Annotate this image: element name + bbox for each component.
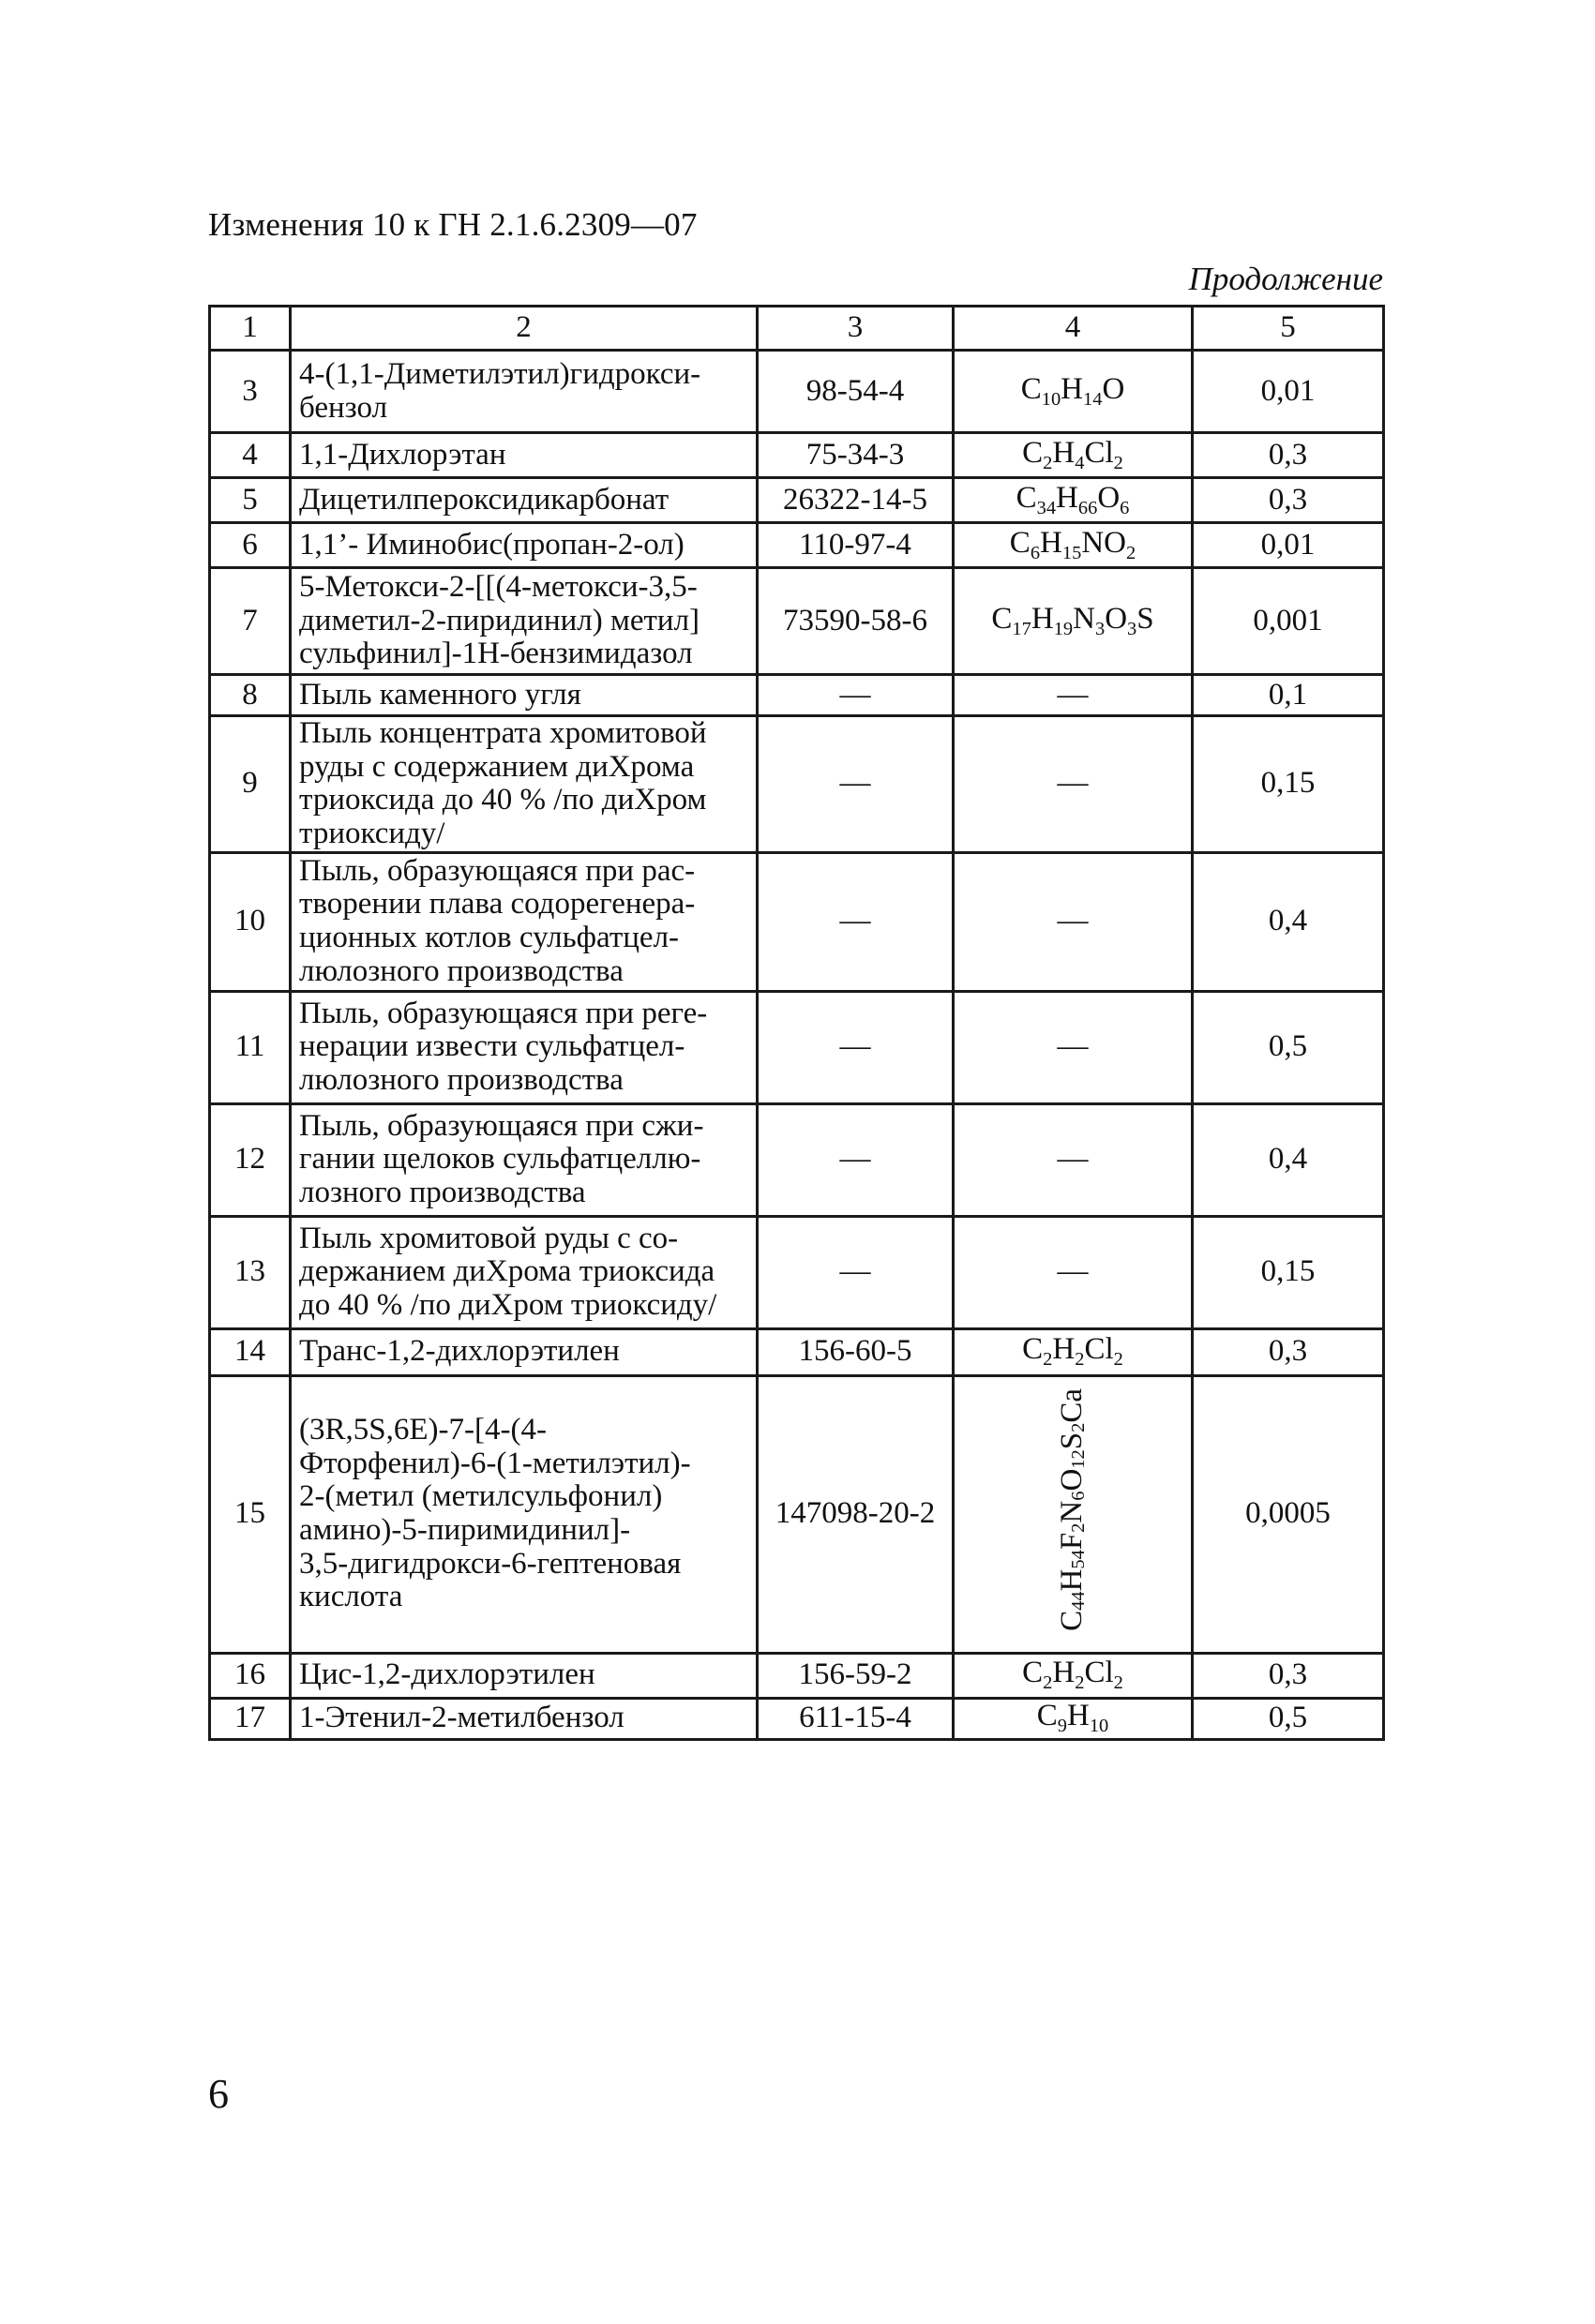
- column-header-cas: 3: [758, 307, 954, 351]
- formula-subscript: 2: [1125, 543, 1136, 564]
- formula-cell: [954, 1698, 1193, 1739]
- formula-subscript: 10: [1089, 1716, 1109, 1737]
- chemical-formula: [1058, 678, 1089, 712]
- formula-subscript: 15: [1061, 543, 1082, 564]
- formula-cell: [954, 675, 1193, 716]
- formula-element: Cl: [1084, 1332, 1114, 1367]
- formula-element: F: [1055, 1533, 1090, 1551]
- chemical-formula: [1056, 1388, 1090, 1631]
- concentration-value-cell: 0,4: [1193, 1103, 1384, 1216]
- formula-subscript: 2: [1113, 453, 1123, 474]
- formula-cell: [954, 716, 1193, 853]
- cas-number-cell: 611-15-4: [758, 1698, 954, 1739]
- formula-cell: [954, 991, 1193, 1103]
- chemical-formula: [1058, 1142, 1089, 1176]
- table-row: [210, 1216, 1384, 1328]
- column-header-formula: 4: [954, 307, 1193, 351]
- formula-element: Cl: [1084, 1656, 1114, 1690]
- formula-cell: [954, 433, 1193, 478]
- table-row: [210, 675, 1384, 716]
- formula-element: N: [1055, 1500, 1090, 1523]
- cas-number-cell: 26322-14-5: [758, 478, 954, 523]
- formula-element: Cl: [1084, 435, 1114, 470]
- table-row: [210, 351, 1384, 433]
- cas-number-cell: 156-60-5: [758, 1328, 954, 1375]
- formula-subscript: 3: [1094, 619, 1106, 640]
- formula-subscript: 44: [1068, 1591, 1090, 1612]
- page-number: 6: [208, 2071, 229, 2117]
- substance-name-cell: Дицетилпероксидикарбонат: [291, 478, 758, 523]
- concentration-value-cell: 0,3: [1193, 433, 1384, 478]
- cas-number-cell: —: [758, 852, 954, 991]
- concentration-value-cell: 0,4: [1193, 852, 1384, 991]
- concentration-value-cell: 0,15: [1193, 1216, 1384, 1328]
- chemical-formula: [1020, 371, 1125, 411]
- formula-subscript: 12: [1068, 1449, 1090, 1469]
- formula-element: C: [1020, 371, 1042, 406]
- table-header-row: [210, 307, 1384, 351]
- row-number-cell: 12: [210, 1103, 291, 1216]
- formula-element: NO: [1081, 525, 1126, 560]
- concentration-value-cell: 0,01: [1193, 351, 1384, 433]
- column-header-value: 5: [1193, 307, 1384, 351]
- substance-name-cell: Пыль концентрата хромитовой руды с содержанием диХрома триоксида до 40 % /по диХром триоксиду/: [291, 716, 758, 853]
- formula-cell: [954, 1375, 1193, 1653]
- substance-name-cell: Пыль хромитовой руды с со- держанием диХрома триоксида до 40 % /по диХром триоксиду/: [291, 1216, 758, 1328]
- formula-element: H: [1061, 371, 1083, 406]
- formula-element: C: [1036, 1699, 1058, 1733]
- formula-subscript: 2: [1113, 1672, 1123, 1694]
- formula-element: O: [1105, 601, 1128, 636]
- cas-number-cell: —: [758, 675, 954, 716]
- formula-subscript: 6: [1030, 543, 1041, 564]
- concentration-value-cell: 0,1: [1193, 675, 1384, 716]
- chemical-formula: [1036, 1699, 1109, 1737]
- row-number-cell: 3: [210, 351, 291, 433]
- formula-element: S: [1136, 601, 1154, 636]
- formula-element: —: [1057, 1142, 1089, 1177]
- substance-name-cell: Пыль каменного угля: [291, 675, 758, 716]
- chemical-formula: [1016, 480, 1130, 519]
- concentration-value-cell: 0,3: [1193, 478, 1384, 523]
- formula-subscript: 34: [1036, 498, 1057, 519]
- formula-cell: [954, 523, 1193, 568]
- column-header-name: 2: [291, 307, 758, 351]
- chemical-formula: [1058, 904, 1089, 937]
- cas-number-cell: 147098-20-2: [758, 1375, 954, 1653]
- table-row: [210, 1653, 1384, 1698]
- table-row: [210, 852, 1384, 991]
- formula-subscript: 4: [1075, 453, 1085, 474]
- concentration-value-cell: 0,3: [1193, 1653, 1384, 1698]
- formula-subscript: 2: [1068, 1422, 1090, 1433]
- row-number-cell: 10: [210, 852, 291, 991]
- concentration-value-cell: 0,0005: [1193, 1375, 1384, 1653]
- cas-number-cell: 73590-58-6: [758, 568, 954, 675]
- formula-element: H: [1066, 1699, 1090, 1733]
- substance-name-cell: Пыль, образующаяся при сжи- гании щелоков сульфатцеллю- лозного производства: [291, 1103, 758, 1216]
- formula-element: C: [1022, 1332, 1044, 1367]
- formula-subscript: 2: [1043, 453, 1053, 474]
- formula-element: C: [1022, 1656, 1044, 1690]
- formula-subscript: 2: [1043, 1349, 1053, 1371]
- formula-element: C: [1022, 435, 1044, 470]
- formula-element: —: [1057, 1029, 1089, 1064]
- formula-element: O: [1055, 1468, 1090, 1492]
- formula-cell: [954, 1103, 1193, 1216]
- formula-subscript: 19: [1053, 619, 1074, 640]
- substance-name-cell: (3R,5S,6E)-7-[4-(4- Фторфенил)-6-(1-метилэтил)- 2-(метил (метилсульфонил) амино)-5-пиримидинил]- 3,5-дигидрокси-6-гептеновая кислота: [291, 1375, 758, 1653]
- chemical-formula: [1058, 1254, 1089, 1288]
- formula-cell: [954, 478, 1193, 523]
- table-row: [210, 523, 1384, 568]
- table-row: [210, 716, 1384, 853]
- formula-element: S: [1055, 1432, 1090, 1450]
- row-number-cell: 13: [210, 1216, 291, 1328]
- table-row: [210, 1698, 1384, 1739]
- substance-name-cell: 1-Этенил-2-метилбензол: [291, 1698, 758, 1739]
- concentration-value-cell: 0,15: [1193, 716, 1384, 853]
- substance-name-cell: 1,1’- Иминобис(пропан-2-ол): [291, 523, 758, 568]
- cas-number-cell: —: [758, 1216, 954, 1328]
- formula-element: Ca: [1055, 1388, 1090, 1423]
- chemical-formula: [1022, 435, 1123, 474]
- row-number-cell: 9: [210, 716, 291, 853]
- substance-name-cell: 4-(1,1-Диметилэтил)гидрокси- бензол: [291, 351, 758, 433]
- formula-subscript: 9: [1057, 1716, 1067, 1737]
- cas-number-cell: 98-54-4: [758, 351, 954, 433]
- substance-name-cell: Пыль, образующаяся при рас- творении плава содорегенера- ционных котлов сульфатцел- люлозного производства: [291, 852, 758, 991]
- formula-element: H: [1031, 601, 1054, 636]
- formula-element: —: [1057, 766, 1089, 801]
- row-number-cell: 7: [210, 568, 291, 675]
- formula-subscript: 6: [1120, 498, 1130, 519]
- formula-cell: [954, 1216, 1193, 1328]
- chemical-formula: [1009, 525, 1136, 564]
- formula-subscript: 14: [1083, 389, 1103, 411]
- concentration-value-cell: 0,5: [1193, 1698, 1384, 1739]
- row-number-cell: 8: [210, 675, 291, 716]
- substances-table: [208, 305, 1385, 1741]
- formula-element: H: [1052, 1332, 1076, 1367]
- chemical-formula: [991, 601, 1154, 640]
- formula-subscript: 54: [1068, 1550, 1090, 1569]
- row-number-cell: 11: [210, 991, 291, 1103]
- continuation-label: Продолжение: [1188, 261, 1383, 297]
- formula-cell: [954, 1328, 1193, 1375]
- formula-element: —: [1057, 1254, 1089, 1289]
- row-number-cell: 5: [210, 478, 291, 523]
- substance-name-cell: Транс-1,2-дихлорэтилен: [291, 1328, 758, 1375]
- formula-cell: [954, 852, 1193, 991]
- formula-element: —: [1057, 677, 1089, 712]
- chemical-formula: [1022, 1656, 1123, 1694]
- table-row: [210, 433, 1384, 478]
- cas-number-cell: —: [758, 991, 954, 1103]
- substance-name-cell: 5-Метокси-2-[[(4-метокси-3,5- диметил-2-пиридинил) метил] сульфинил]-1Н-бензимидазол: [291, 568, 758, 675]
- formula-element: H: [1056, 480, 1078, 515]
- table-row: [210, 568, 1384, 675]
- formula-subscript: 66: [1077, 498, 1098, 519]
- row-number-cell: 15: [210, 1375, 291, 1653]
- formula-element: C: [1009, 525, 1031, 560]
- concentration-value-cell: 0,5: [1193, 991, 1384, 1103]
- cas-number-cell: 75-34-3: [758, 433, 954, 478]
- chemical-formula: [1058, 1029, 1089, 1063]
- formula-element: C: [991, 601, 1013, 636]
- cas-number-cell: —: [758, 1103, 954, 1216]
- concentration-value-cell: 0,3: [1193, 1328, 1384, 1375]
- formula-subscript: 2: [1068, 1522, 1090, 1534]
- formula-element: H: [1052, 435, 1076, 470]
- substance-name-cell: Пыль, образующаяся при реге- нерации извести сульфатцел- люлозного производства: [291, 991, 758, 1103]
- chemical-formula: [1022, 1332, 1123, 1371]
- row-number-cell: 17: [210, 1698, 291, 1739]
- formula-subscript: 3: [1127, 619, 1137, 640]
- cas-number-cell: —: [758, 716, 954, 853]
- formula-subscript: 2: [1043, 1672, 1053, 1694]
- table-row: [210, 1103, 1384, 1216]
- formula-element: H: [1052, 1656, 1076, 1690]
- formula-element: O: [1102, 371, 1125, 406]
- formula-element: —: [1057, 904, 1089, 938]
- cas-number-cell: 110-97-4: [758, 523, 954, 568]
- formula-element: C: [1055, 1611, 1090, 1632]
- formula-element: O: [1097, 480, 1121, 515]
- table-row: [210, 1328, 1384, 1375]
- formula-subscript: 2: [1075, 1349, 1085, 1371]
- formula-cell: [954, 351, 1193, 433]
- column-header-number: 1: [210, 307, 291, 351]
- row-number-cell: 4: [210, 433, 291, 478]
- formula-subscript: 6: [1068, 1491, 1090, 1501]
- formula-element: H: [1055, 1568, 1090, 1592]
- formula-cell: [954, 1653, 1193, 1698]
- document-title: Изменения 10 к ГН 2.1.6.2309—07: [208, 206, 698, 243]
- cas-number-cell: 156-59-2: [758, 1653, 954, 1698]
- concentration-value-cell: 0,001: [1193, 568, 1384, 675]
- formula-subscript: 2: [1075, 1672, 1085, 1694]
- formula-element: H: [1040, 525, 1062, 560]
- chemical-formula: [1058, 766, 1089, 800]
- table-row: [210, 1375, 1384, 1653]
- table-row: [210, 478, 1384, 523]
- table-row: [210, 991, 1384, 1103]
- formula-element: N: [1073, 601, 1095, 636]
- formula-subscript: 17: [1012, 619, 1031, 640]
- row-number-cell: 14: [210, 1328, 291, 1375]
- concentration-value-cell: 0,01: [1193, 523, 1384, 568]
- formula-cell: [954, 568, 1193, 675]
- substance-name-cell: 1,1-Дихлорэтан: [291, 433, 758, 478]
- substance-name-cell: Цис-1,2-дихлорэтилен: [291, 1653, 758, 1698]
- row-number-cell: 16: [210, 1653, 291, 1698]
- formula-subscript: 10: [1041, 389, 1061, 411]
- formula-subscript: 2: [1113, 1349, 1123, 1371]
- formula-element: C: [1016, 480, 1037, 515]
- row-number-cell: 6: [210, 523, 291, 568]
